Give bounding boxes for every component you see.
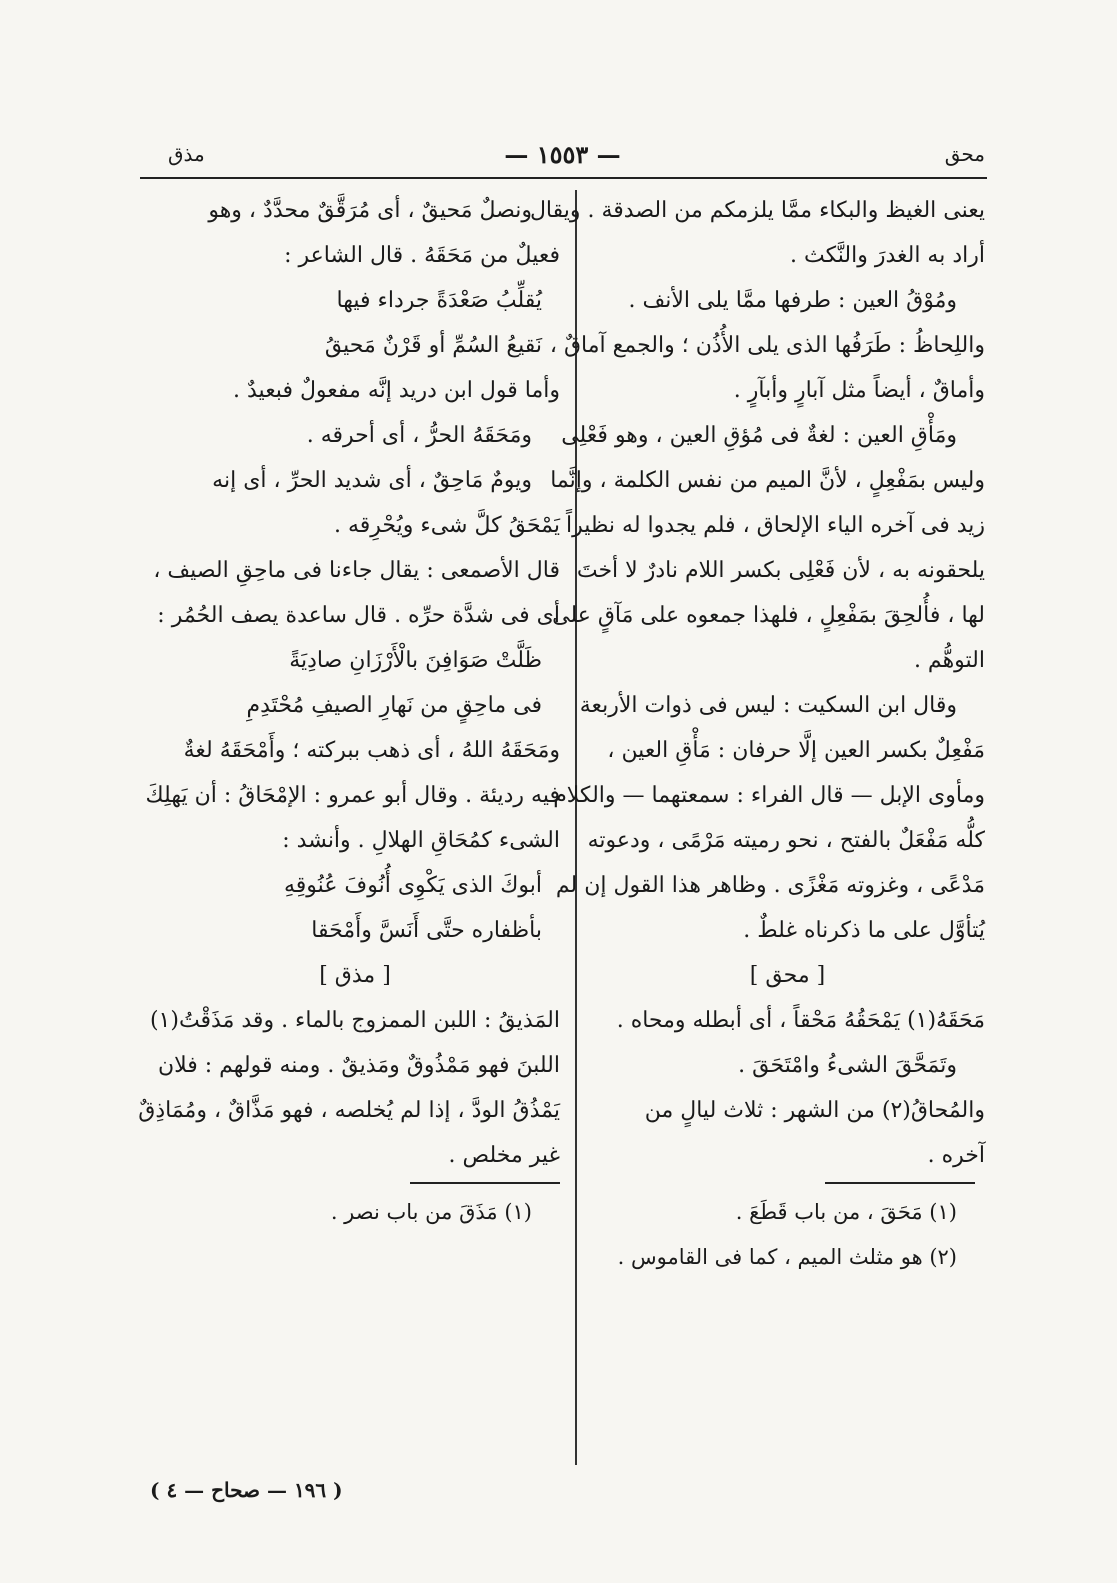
text-line: يعنى الغيظ والبكاء ممَّا يلزمكم من الصدقة . ويقال [529,198,985,223]
footnote-rule [410,1182,560,1184]
verse-line: ظَلَّتْ صَوَافِنَ بالْأَرْزَانِ صادِيَةً [289,648,542,673]
text-line: ومأوى الإبل — قال الفراء : سمعتهما — والكلام [553,783,985,808]
section-title-madhaqa: [ مذق ] [319,963,391,988]
signature-mark: ( ١٩٦ — صحاح — ٤ ) [150,1478,343,1502]
footnote-rule [825,1182,975,1184]
text-line: وليس بمَفْعِلٍ ، لأنَّ الميم من نفس الكلمة ، وإنَّما [550,468,985,493]
text-line: ومَحَقَهُ الحرُّ ، أى أحرقه . [306,423,532,448]
text-line: ومَحَقَهُ اللهُ ، أى ذهب ببركته ؛ وأَمْحَقَهُ لغةٌ [183,738,560,763]
text-line: فعيلٌ من مَحَقَهُ . قال الشاعر : [284,243,560,268]
text-line: ونصلٌ مَحيقٌ ، أى مُرَقَّقٌ محدَّدٌ ، وهو [208,198,532,223]
verse-line: يُقلِّبُ صَعْدَةً جرداء فيها [336,288,542,313]
verse-line: أبوكَ الذى يَكْوِى أُنُوفَ عُنُوقِهِ [284,873,542,898]
text-line: والمُحاقُ(٢) من الشهر : ثلاث ليالٍ من [644,1098,985,1123]
text-line: الشىء كمُحَاقِ الهلالِ . وأنشد : [282,828,560,853]
text-line: وأما قول ابن دريد إنَّه مفعولٌ فبعيدٌ . [233,378,560,403]
text-line: ومَأْقِ العين : لغةٌ فى مُؤقِ العين ، وهو فَعْلِى [561,423,957,448]
header-right-keyword: محق [944,142,985,166]
text-line: التوهُّم . [913,648,985,673]
text-line: زيد فى آخره الياء الإلحاق ، فلم يجدوا له نظيراً [565,513,985,538]
text-line: غير مخلص . [448,1143,560,1168]
text-line: كلُّه مَفْعَلٌ بالفتح ، نحو رميته مَرْمًى ، ودعوته [587,828,985,853]
left-column [138,188,560,1235]
text-line: لها ، فأُلحِقَ بمَفْعِلٍ ، فلهذا جمعوه على مَآقٍ على [552,603,985,628]
text-line: مَحَقَهُ(١) يَمْحَقُهُ مَحْقاً ، أى أبطله ومحاه . [616,1008,985,1033]
header-left-keyword: مذق [168,142,205,166]
text-line: يُتأوَّل على ما ذكرناه غلطٌ . [743,918,985,943]
text-line: فيه رديئة . وقال أبو عمرو : الإمْحَاقُ : أن يَهلِكَ [145,783,560,808]
text-line: مَفْعِلٌ بكسر العين إلَّا حرفان : مَأْقِ العين ، [607,738,985,763]
text-line: آخره . [927,1143,985,1168]
page-header [140,140,985,174]
column-divider [575,190,577,1465]
header-rule [140,177,987,179]
text-line: أراد به الغدرَ والنَّكث . [790,243,985,268]
text-line: قال الأصمعى : يقال جاءنا فى ماحِقِ الصيف ، [153,558,560,583]
text-line: المَذيقُ : اللبن الممزوج بالماء . وقد مَذَقْتُ(١) [149,1008,560,1033]
section-title-mahaqa: [ محق ] [749,963,826,988]
verse-line: فى ماحِقٍ من نَهارِ الصيفِ مُحْتَدِمِ [246,693,542,718]
text-line: أى فى شدَّة حرِّه . قال ساعدة يصف الحُمُر : [157,603,560,628]
text-line: ومُوْقُ العين : طرفها ممَّا يلى الأنف . [628,288,957,313]
text-line: وتَمَحَّقَ الشىءُ وامْتَحَقَ . [738,1053,957,1078]
footnote: (١) مَحَقَ ، من باب قَطَعَ . [735,1200,957,1224]
text-line: وقال ابن السكيت : ليس فى ذوات الأربعة [579,693,957,718]
right-column [529,188,985,1280]
text-line: يَمْذُقُ الودَّ ، إذا لم يُخلصه ، فهو مَذَّاقٌ ، ومُمَاذِقٌ [138,1098,560,1123]
text-line: واللِحاظُ : طَرَفُها الذى يلى الأُذُن ؛ والجمع آماقٌ ، [549,333,985,358]
verse-line: بأظفاره حتَّى أَنَسَّ وأَمْحَقا [311,918,542,943]
verse-line: نَقيعُ السُمِّ أو قَرْنٌ مَحيقُ [324,333,542,358]
text-line: اللبنَ فهو مَمْذُوقٌ ومَذيقٌ . ومنه قولهم : فلان [157,1053,560,1078]
text-line: ويومٌ مَاحِقٌ ، أى شديد الحرِّ ، أى إنه [212,468,532,493]
footnote: (١) مَذَقَ من باب نصر . [330,1200,532,1224]
text-line: يلحقونه به ، لأن فَعْلِى بكسر اللام نادرٌ لا أختَ [576,558,985,583]
footnote: (٢) هو مثلث الميم ، كما فى القاموس . [617,1245,957,1269]
page-number: — ١٥٥٣ — [504,140,621,169]
text-line: يَمْحَقُ كلَّ شىء ويُحْرِقه . [333,513,560,538]
text-line: مَدْعًى ، وغزوته مَغْزًى . وظاهر هذا القول إن لم [555,873,985,898]
text-line: وأماقٌ ، أيضاً مثل آبارٍ وأبآرٍ . [733,378,985,403]
